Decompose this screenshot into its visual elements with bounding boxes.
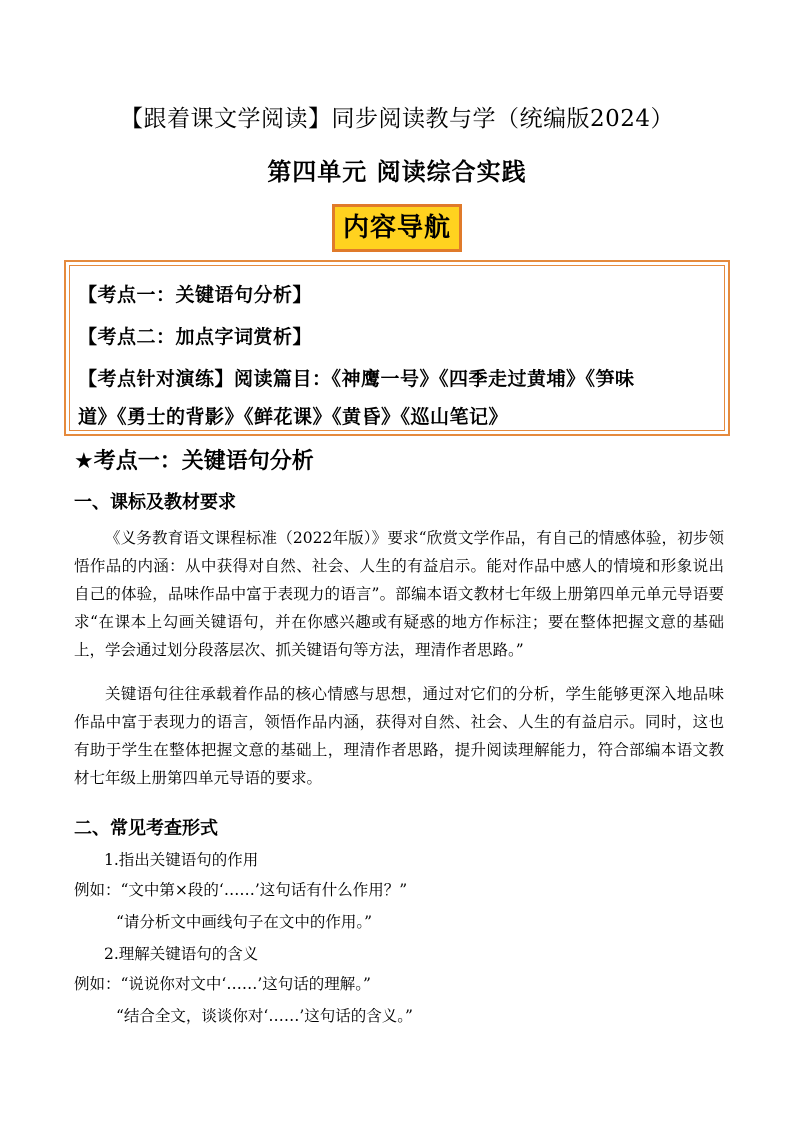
nav-badge-container — [0, 204, 794, 252]
subheading-requirements: 一、课标及教材要求 — [74, 492, 236, 513]
example-meaning-a: 例如：“说说你对文中‘……’这句话的理解。” — [74, 975, 371, 993]
example-meaning-b: “结合全文，谈谈你对‘……’这句话的含义。” — [116, 1007, 413, 1025]
example-function-b: “请分析文中画线句子在文中的作用。” — [116, 913, 373, 931]
example-function-a: 例如：“文中第×段的‘……’这句话有什么作用？” — [74, 881, 408, 899]
nav-item-point-two: 【考点二：加点字词赏析】 — [78, 326, 313, 348]
subheading-forms: 二、常见考查形式 — [74, 818, 218, 839]
document-title: 【跟着课文学阅读】同步阅读教与学（统编版2024） — [119, 106, 675, 132]
list-item-function: 1.指出关键语句的作用 — [104, 851, 259, 869]
list-item-meaning: 2.理解关键语句的含义 — [104, 945, 259, 963]
unit-title: 第四单元 阅读综合实践 — [267, 157, 527, 186]
paragraph-key-sentences: 关键语句往往承载着作品的核心情感与思想，通过对它们的分析，学生能够更深入地品味作品中富于表现力的语言，领悟作品内涵，获得对自然、社会、人生的有益启示。同时，这也有助于学生在整体把握文意的基础上，理清作者思路，提升阅读理解能力，符合部编本语文教材七年级上册第四单元导语的要求。 — [74, 685, 724, 787]
content-nav-box-inner — [69, 265, 725, 431]
content-nav-box — [64, 260, 730, 436]
nav-item-point-one: 【考点一：关键语句分析】 — [78, 284, 313, 306]
paragraph-curriculum: 《义务教育语文课程标准（2022年版）》要求“欣赏文学作品，有自己的情感体验，初步领悟作品的内涵：从中获得对自然、社会、人生的有益启示。能对作品中感人的情境和形象说出自己的体验，品味作品中富于表现力的语言”。部编本语文教材七年级上册第四单元单元导语要求“在课本上勾画关键语句，并在你感兴趣或有疑惑的地方作标注；要在整体把握文意的基础上，学会通过划分段落层次、抓关键语句等方法，理清作者思路。” — [74, 529, 724, 659]
section-heading-point-one: ★考点一：关键语句分析 — [74, 449, 314, 474]
nav-item-practice-cont: 道》《勇士的背影》《鲜花课》《黄昏》《巡山笔记》 — [78, 406, 509, 428]
content-nav-badge: 内容导航 — [332, 204, 462, 252]
nav-item-practice: 【考点针对演练】阅读篇目：《神鹰一号》《四季走过黄埔》《笋味 — [78, 368, 635, 390]
